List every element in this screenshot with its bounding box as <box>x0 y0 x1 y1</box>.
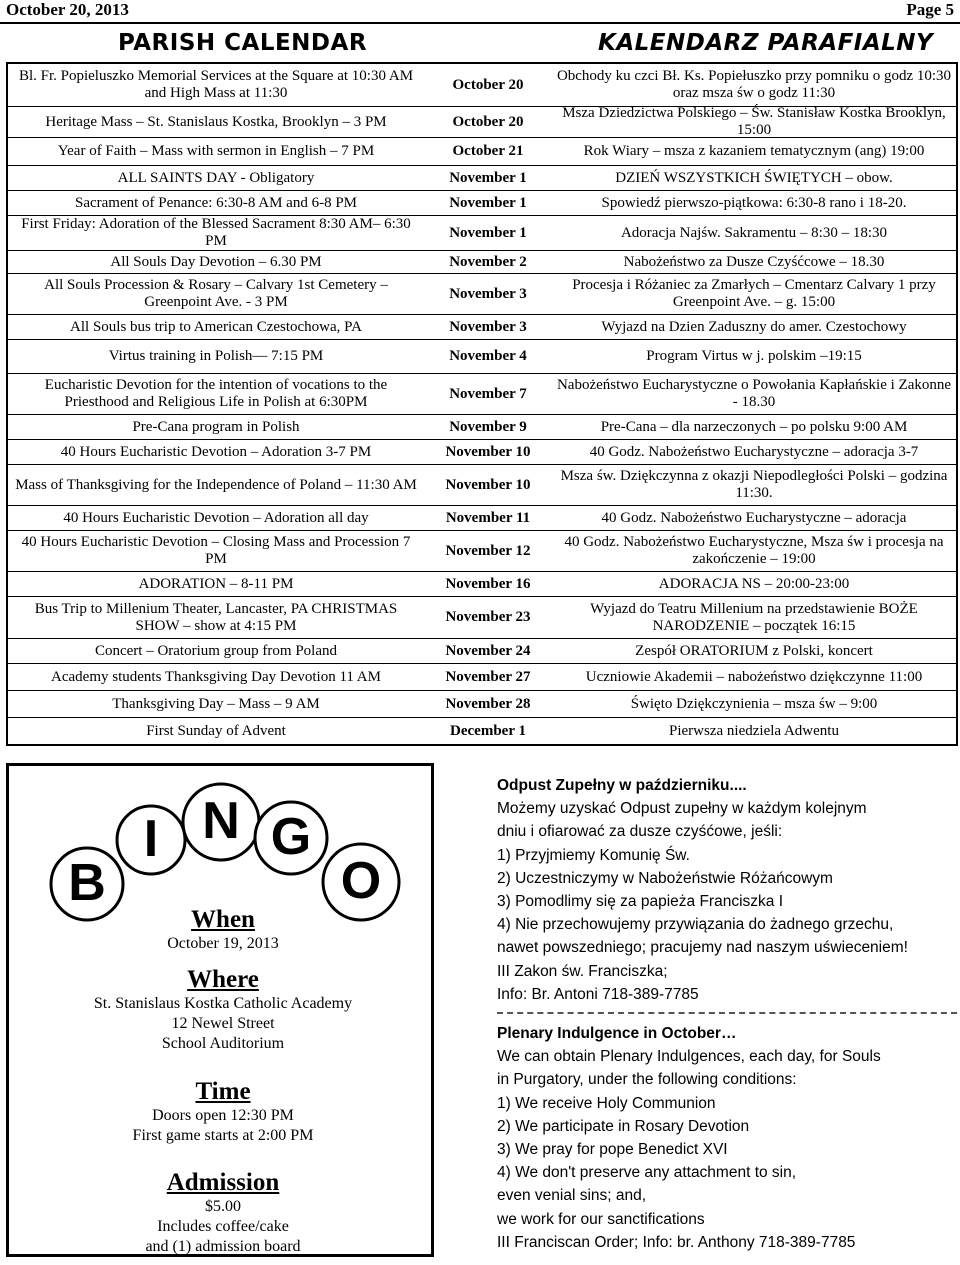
event-pl: Msza św. Dziękczynna z okazji Niepodległości Polski – godzina 11:30. <box>560 468 948 501</box>
event-date: November 10 <box>445 476 531 493</box>
indulgence-en-line: We can obtain Plenary Indulgences, each day, for Souls <box>497 1048 881 1066</box>
event-date: November 4 <box>449 348 527 364</box>
bingo-time-label: Time <box>195 1078 251 1105</box>
event-date: November 28 <box>445 695 531 712</box>
calendar-row <box>8 465 956 506</box>
indulgence-en-title: Plenary Indulgence in October… <box>497 1025 737 1043</box>
kalendarz-heading: KALENDARZ PARAFIALNY <box>598 30 934 56</box>
event-date: November 7 <box>449 385 527 402</box>
indulgence-pl-line: Info: Br. Antoni 718-389-7785 <box>497 985 699 1003</box>
event-en: 40 Hours Eucharistic Devotion – Adoration 3-7 PM <box>60 443 372 460</box>
calendar-row <box>8 216 956 251</box>
indulgence-pl-line: 1) Przyjmiemy Komunię Św. <box>497 846 690 864</box>
calendar-row <box>8 572 956 597</box>
bingo-time-doors: Doors open 12:30 PM <box>152 1107 294 1124</box>
event-date: October 20 <box>452 76 524 93</box>
bingo-flyer <box>6 763 434 1257</box>
indulgence-pl-line: 3) Pomodlimy się za papieża Franciszka I <box>497 893 784 911</box>
event-date: November 3 <box>449 285 527 302</box>
event-date: November 24 <box>445 642 531 659</box>
calendar-row <box>8 138 956 166</box>
bingo-letter: N <box>202 792 240 850</box>
page-number: Page 5 <box>906 0 954 19</box>
indulgence-pl-line: 2) Uczestniczymy w Nabożeństwie Różańcowym <box>497 869 833 887</box>
event-en: Sacrament of Penance: 6:30-8 AM and 6-8 PM <box>74 194 358 211</box>
event-date: November 2 <box>449 253 527 270</box>
bingo-letter: O <box>340 852 382 910</box>
calendar-row <box>8 639 956 664</box>
indulgence-en-line: we work for our sanctifications <box>497 1210 705 1228</box>
event-en: Bl. Fr. Popieluszko Memorial Services at the Square at 10:30 AM and High Mass at 11:30 <box>18 68 414 101</box>
indulgence-pl-line: dniu i ofiarować za dusze czyśćowe, jeśli: <box>497 823 783 841</box>
event-en: Heritage Mass – St. Stanislaus Kostka, Brooklyn – 3 PM <box>45 113 387 130</box>
event-pl: Msza Dziedzictwa Polskiego – Św. Stanisław Kostka Brooklyn, 15:00 <box>562 105 946 138</box>
bingo-time-game: First game starts at 2:00 PM <box>132 1127 314 1144</box>
event-date: November 10 <box>445 443 531 460</box>
calendar-row <box>8 691 956 718</box>
event-pl: 40 Godz. Nabożeństwo Eucharystyczne – adoracja <box>601 509 907 526</box>
indulgence-en-line: 4) We don't preserve any attachment to sin, <box>497 1164 797 1182</box>
event-en: Virtus training in Polish— 7:15 PM <box>108 348 324 364</box>
event-en: Mass of Thanksgiving for the Independence of Poland – 11:30 AM <box>15 476 417 493</box>
event-pl: Rok Wiary – msza z kazaniem tematycznym (ang) 19:00 <box>583 143 925 159</box>
event-en: Year of Faith – Mass with sermon in English – 7 PM <box>57 143 375 159</box>
event-en: ALL SAINTS DAY - Obligatory <box>117 169 315 186</box>
bingo-admission-inc1: Includes coffee/cake <box>157 1218 289 1235</box>
event-en: Eucharistic Devotion for the intention of vocations to the Priesthood and Religious Life in Polish at 6:30PM <box>44 377 388 410</box>
event-en: All Souls Procession & Rosary – Calvary 1st Cemetery – Greenpoint Ave. - 3 PM <box>44 277 388 310</box>
event-en: First Sunday of Advent <box>146 722 286 739</box>
event-pl: Program Virtus w j. polskim –19:15 <box>646 348 862 364</box>
event-date: November 16 <box>445 575 531 592</box>
event-date: November 23 <box>445 609 531 625</box>
bingo-letter: B <box>68 854 106 912</box>
bingo-letter: I <box>143 810 159 868</box>
calendar-row <box>8 718 956 744</box>
calendar-row <box>8 531 956 572</box>
event-pl: Uczniowie Akademii – nabożeństwo dziękczynne 11:00 <box>585 668 923 685</box>
calendar-row <box>8 506 956 531</box>
event-pl: Spowiedź pierwszo-piątkowa: 6:30-8 rano i 18-20. <box>601 194 907 211</box>
calendar-row <box>8 597 956 639</box>
bingo-admission-inc2: and (1) admission board <box>145 1238 301 1255</box>
calendar-row <box>8 166 956 191</box>
event-en: ADORATION – 8-11 PM <box>138 575 294 592</box>
calendar-row <box>8 340 956 374</box>
event-en: Bus Trip to Millenium Theater, Lancaster, PA CHRISTMAS SHOW – show at 4:15 PM <box>34 600 398 634</box>
event-pl: Procesja i Różaniec za Zmarłych – Cmentarz Calvary 1 przy Greenpoint Ave. – g. 15:00 <box>572 277 936 310</box>
calendar-row <box>8 415 956 440</box>
indulgence-pl-line: nawet powszedniego; pracujemy nad naszym uświeceniem! <box>497 939 908 957</box>
event-date: October 21 <box>452 143 524 159</box>
bingo-letter: G <box>270 808 312 866</box>
bingo-where-room: School Auditorium <box>161 1035 285 1052</box>
event-date: November 1 <box>449 169 527 186</box>
indulgence-pl-line: Możemy uzyskać Odpust zupełny w każdym kolejnym <box>497 800 867 818</box>
event-en: All Souls bus trip to American Czestochowa, PA <box>70 318 362 335</box>
event-date: November 9 <box>449 418 527 435</box>
event-pl: Wyjazd na Dzien Zaduszny do amer. Czestochowy <box>601 318 907 335</box>
page-header <box>0 0 960 24</box>
event-pl: Nabożeństwo za Dusze Czyśćcowe – 18.30 <box>623 253 885 270</box>
bingo-where-street: 12 Newel Street <box>171 1015 275 1032</box>
event-date: November 27 <box>445 668 531 685</box>
notes-divider <box>497 1012 957 1014</box>
issue-date: October 20, 2013 <box>6 0 129 19</box>
event-pl: Święto Dziękczynienia – msza św – 9:00 <box>630 695 878 712</box>
indulgence-en-line: in Purgatory, under the following conditions: <box>497 1071 797 1089</box>
calendar-row <box>8 274 956 315</box>
parish-calendar-heading: PARISH CALENDAR <box>118 30 368 56</box>
event-date: November 11 <box>445 509 531 526</box>
event-pl: Adoracja Najśw. Sakramentu – 8:30 – 18:30 <box>620 224 888 241</box>
event-pl: Pre-Cana – dla narzeczonych – po polsku 9:00 AM <box>600 418 908 435</box>
event-en: Academy students Thanksgiving Day Devotion 11 AM <box>51 668 381 685</box>
calendar-row <box>8 107 956 138</box>
bingo-where-place: St. Stanislaus Kostka Catholic Academy <box>93 995 353 1012</box>
calendar-row <box>8 191 956 216</box>
bingo-when-label: When <box>191 906 255 933</box>
indulgence-en-line: III Franciscan Order; Info: br. Anthony 718-389-7785 <box>497 1233 856 1251</box>
event-date: November 1 <box>449 194 527 211</box>
event-date: November 3 <box>449 318 527 335</box>
bingo-admission-price: $5.00 <box>205 1198 241 1215</box>
calendar-row <box>8 440 956 465</box>
event-en: 40 Hours Eucharistic Devotion – Adoration all day <box>63 509 369 526</box>
calendar-row <box>8 315 956 340</box>
event-date: November 12 <box>445 542 531 559</box>
event-en: Thanksgiving Day – Mass – 9 AM <box>112 695 320 712</box>
indulgence-en-line: 3) We pray for pope Benedict XVI <box>497 1141 728 1159</box>
event-en: All Souls Day Devotion – 6.30 PM <box>110 253 322 270</box>
event-pl: Pierwsza niedziela Adwentu <box>669 722 839 739</box>
event-pl: DZIEŃ WSZYSTKICH ŚWIĘTYCH – obow. <box>615 169 893 186</box>
calendar-row <box>8 64 956 107</box>
bingo-admission-label: Admission <box>166 1169 280 1196</box>
indulgence-pl-line: III Zakon św. Franciszka; <box>497 962 668 980</box>
indulgence-pl-title: Odpust Zupełny w październiku.... <box>497 777 747 794</box>
event-pl: Obchody ku czci Bł. Ks. Popiełuszko przy pomniku o godz 10:30 oraz msza św o godz 11:30 <box>556 68 952 101</box>
calendar-row <box>8 374 956 415</box>
event-pl: ADORACJA NS – 20:00-23:00 <box>658 575 850 592</box>
event-date: December 1 <box>450 722 526 739</box>
bingo-where-label: Where <box>187 966 259 993</box>
bingo-when-date: October 19, 2013 <box>167 935 279 952</box>
calendar-row <box>8 664 956 691</box>
event-en: Pre-Cana program in Polish <box>132 418 300 435</box>
event-en: 40 Hours Eucharistic Devotion – Closing Mass and Procession 7 PM <box>21 534 411 567</box>
event-pl: Nabożeństwo Eucharystyczne o Powołania Kapłańskie i Zakonne - 18.30 <box>556 377 952 410</box>
indulgence-en-line: 1) We receive Holy Communion <box>497 1094 716 1112</box>
indulgence-en-line: even venial sins; and, <box>497 1187 647 1205</box>
event-date: November 1 <box>449 224 527 241</box>
indulgence-pl-line: 4) Nie przechowujemy przywiązania do żadnego grzechu, <box>497 916 894 934</box>
event-pl: 40 Godz. Nabożeństwo Eucharystyczne, Msza św i procesja na zakończenie – 19:00 <box>564 534 944 567</box>
indulgence-en-line: 2) We participate in Rosary Devotion <box>497 1117 750 1135</box>
event-en: First Friday: Adoration of the Blessed Sacrament 8:30 AM– 6:30 PM <box>21 216 411 249</box>
indulgence-notes <box>497 774 957 1254</box>
event-en: Concert – Oratorium group from Poland <box>94 642 338 659</box>
event-pl: 40 Godz. Nabożeństwo Eucharystyczne – adoracja 3-7 <box>589 443 919 460</box>
event-pl: Zespół ORATORIUM z Polski, koncert <box>635 642 873 659</box>
calendar-table <box>6 62 958 746</box>
event-pl: Wyjazd do Teatru Millenium na przedstawienie BOŻE NARODZENIE – początek 16:15 <box>590 600 918 634</box>
calendar-row <box>8 251 956 274</box>
event-date: October 20 <box>452 113 524 130</box>
